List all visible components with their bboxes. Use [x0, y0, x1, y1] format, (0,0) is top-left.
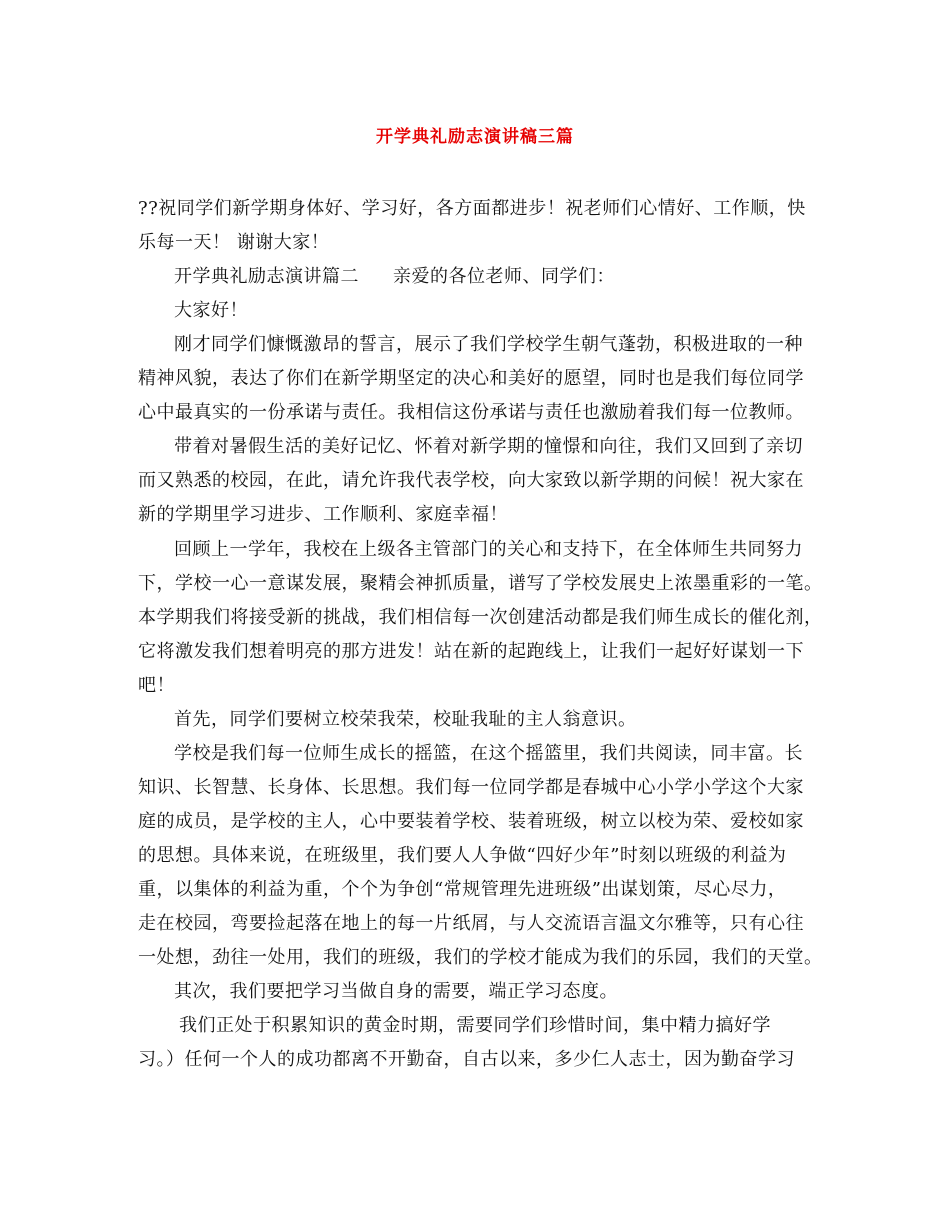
paragraph-line: 重，以集体的利益为重，个个为争创“常规管理先进班级”出谋划策，尽心尽力，: [138, 879, 787, 900]
paragraph-line: 刚才同学们慷慨激昂的誓言，展示了我们学校学生朝气蓬勃，积极进取的一种: [174, 334, 803, 355]
paragraph-line: 回顾上一学年，我校在上级各主管部门的关心和支持下，在全体师生共同努力: [174, 539, 803, 560]
paragraph-line: ??祝同学们新学期身体好、学习好，各方面都进步！祝老师们心情好、工作顺，快: [138, 198, 806, 219]
section-heading: 开学典礼励志演讲篇二: [174, 266, 359, 287]
paragraph-line: 它将激发我们想着明亮的那方进发！站在新的起跑线上，让我们一起好好谋划一下: [138, 641, 804, 662]
paragraph-line: 我们正处于积累知识的黄金时期，需要同学们珍惜时间，集中精力搞好学: [179, 1015, 771, 1036]
paragraph-line: 首先，同学们要树立校荣我荣，校耻我耻的主人翁意识。: [174, 709, 637, 730]
paragraph-line: 其次，我们要把学习当做自身的需要，端正学习态度。: [174, 981, 618, 1002]
paragraph-line: 而又熟悉的校园，在此，请允许我代表学校，向大家致以新学期的问候！祝大家在: [138, 470, 804, 491]
document-title: 开学典礼励志演讲稿三篇: [376, 127, 574, 147]
paragraph-line: 知识、长智慧、长身体、长思想。我们每一位同学都是春城中心小学小学这个大家: [138, 777, 804, 798]
paragraph-line: 下，学校一心一意谋发展，聚精会神抓质量，谱写了学校发展史上浓墨重彩的一笔。: [138, 573, 823, 594]
paragraph-line: [174, 266, 828, 288]
paragraph-line: 精神风貌，表达了你们在新学期坚定的决心和美好的愿望，同时也是我们每位同学: [138, 368, 804, 389]
paragraph-line: 乐每一天！ 谢谢大家！: [138, 232, 330, 253]
paragraph-line: 带着对暑假生活的美好记忆、怀着对新学期的憧憬和向往，我们又回到了亲切: [174, 436, 803, 457]
paragraph-line: 大家好！: [174, 300, 248, 321]
paragraph-line: 学校是我们每一位师生成长的摇篮，在这个摇篮里，我们共阅读，同丰富。长: [174, 743, 803, 764]
salutation: 亲爱的各位老师、同学们：: [393, 266, 615, 287]
paragraph-line: 走在校园，弯要捡起落在地上的每一片纸屑，与人交流语言温文尔雅等，只有心往: [138, 913, 804, 934]
paragraph-line: 的思想。具体来说，在班级里，我们要人人争做“四好少年”时刻以班级的利益为: [138, 845, 787, 866]
paragraph-line: 新的学期里学习进步、工作顺利、家庭幸福！: [138, 504, 508, 525]
paragraph-line: 本学期我们将接受新的挑战，我们相信每一次创建活动都是我们师生成长的催化剂，: [138, 607, 823, 628]
paragraph-line: 习。）任何一个人的成功都离不开勤奋，自古以来，多少仁人志士，因为勤奋学习: [138, 1049, 795, 1070]
paragraph-line: 心中最真实的一份承诺与责任。我相信这份承诺与责任也激励着我们每一位教师。: [138, 402, 804, 423]
paragraph-line: 吧！: [138, 675, 175, 696]
paragraph-line: 一处想，劲往一处用，我们的班级，我们的学校才能成为我们的乐园，我们的天堂。: [138, 947, 823, 968]
paragraph-line: 庭的成员，是学校的主人，心中要装着学校、装着班级，树立以校为荣、爱校如家: [138, 811, 804, 832]
